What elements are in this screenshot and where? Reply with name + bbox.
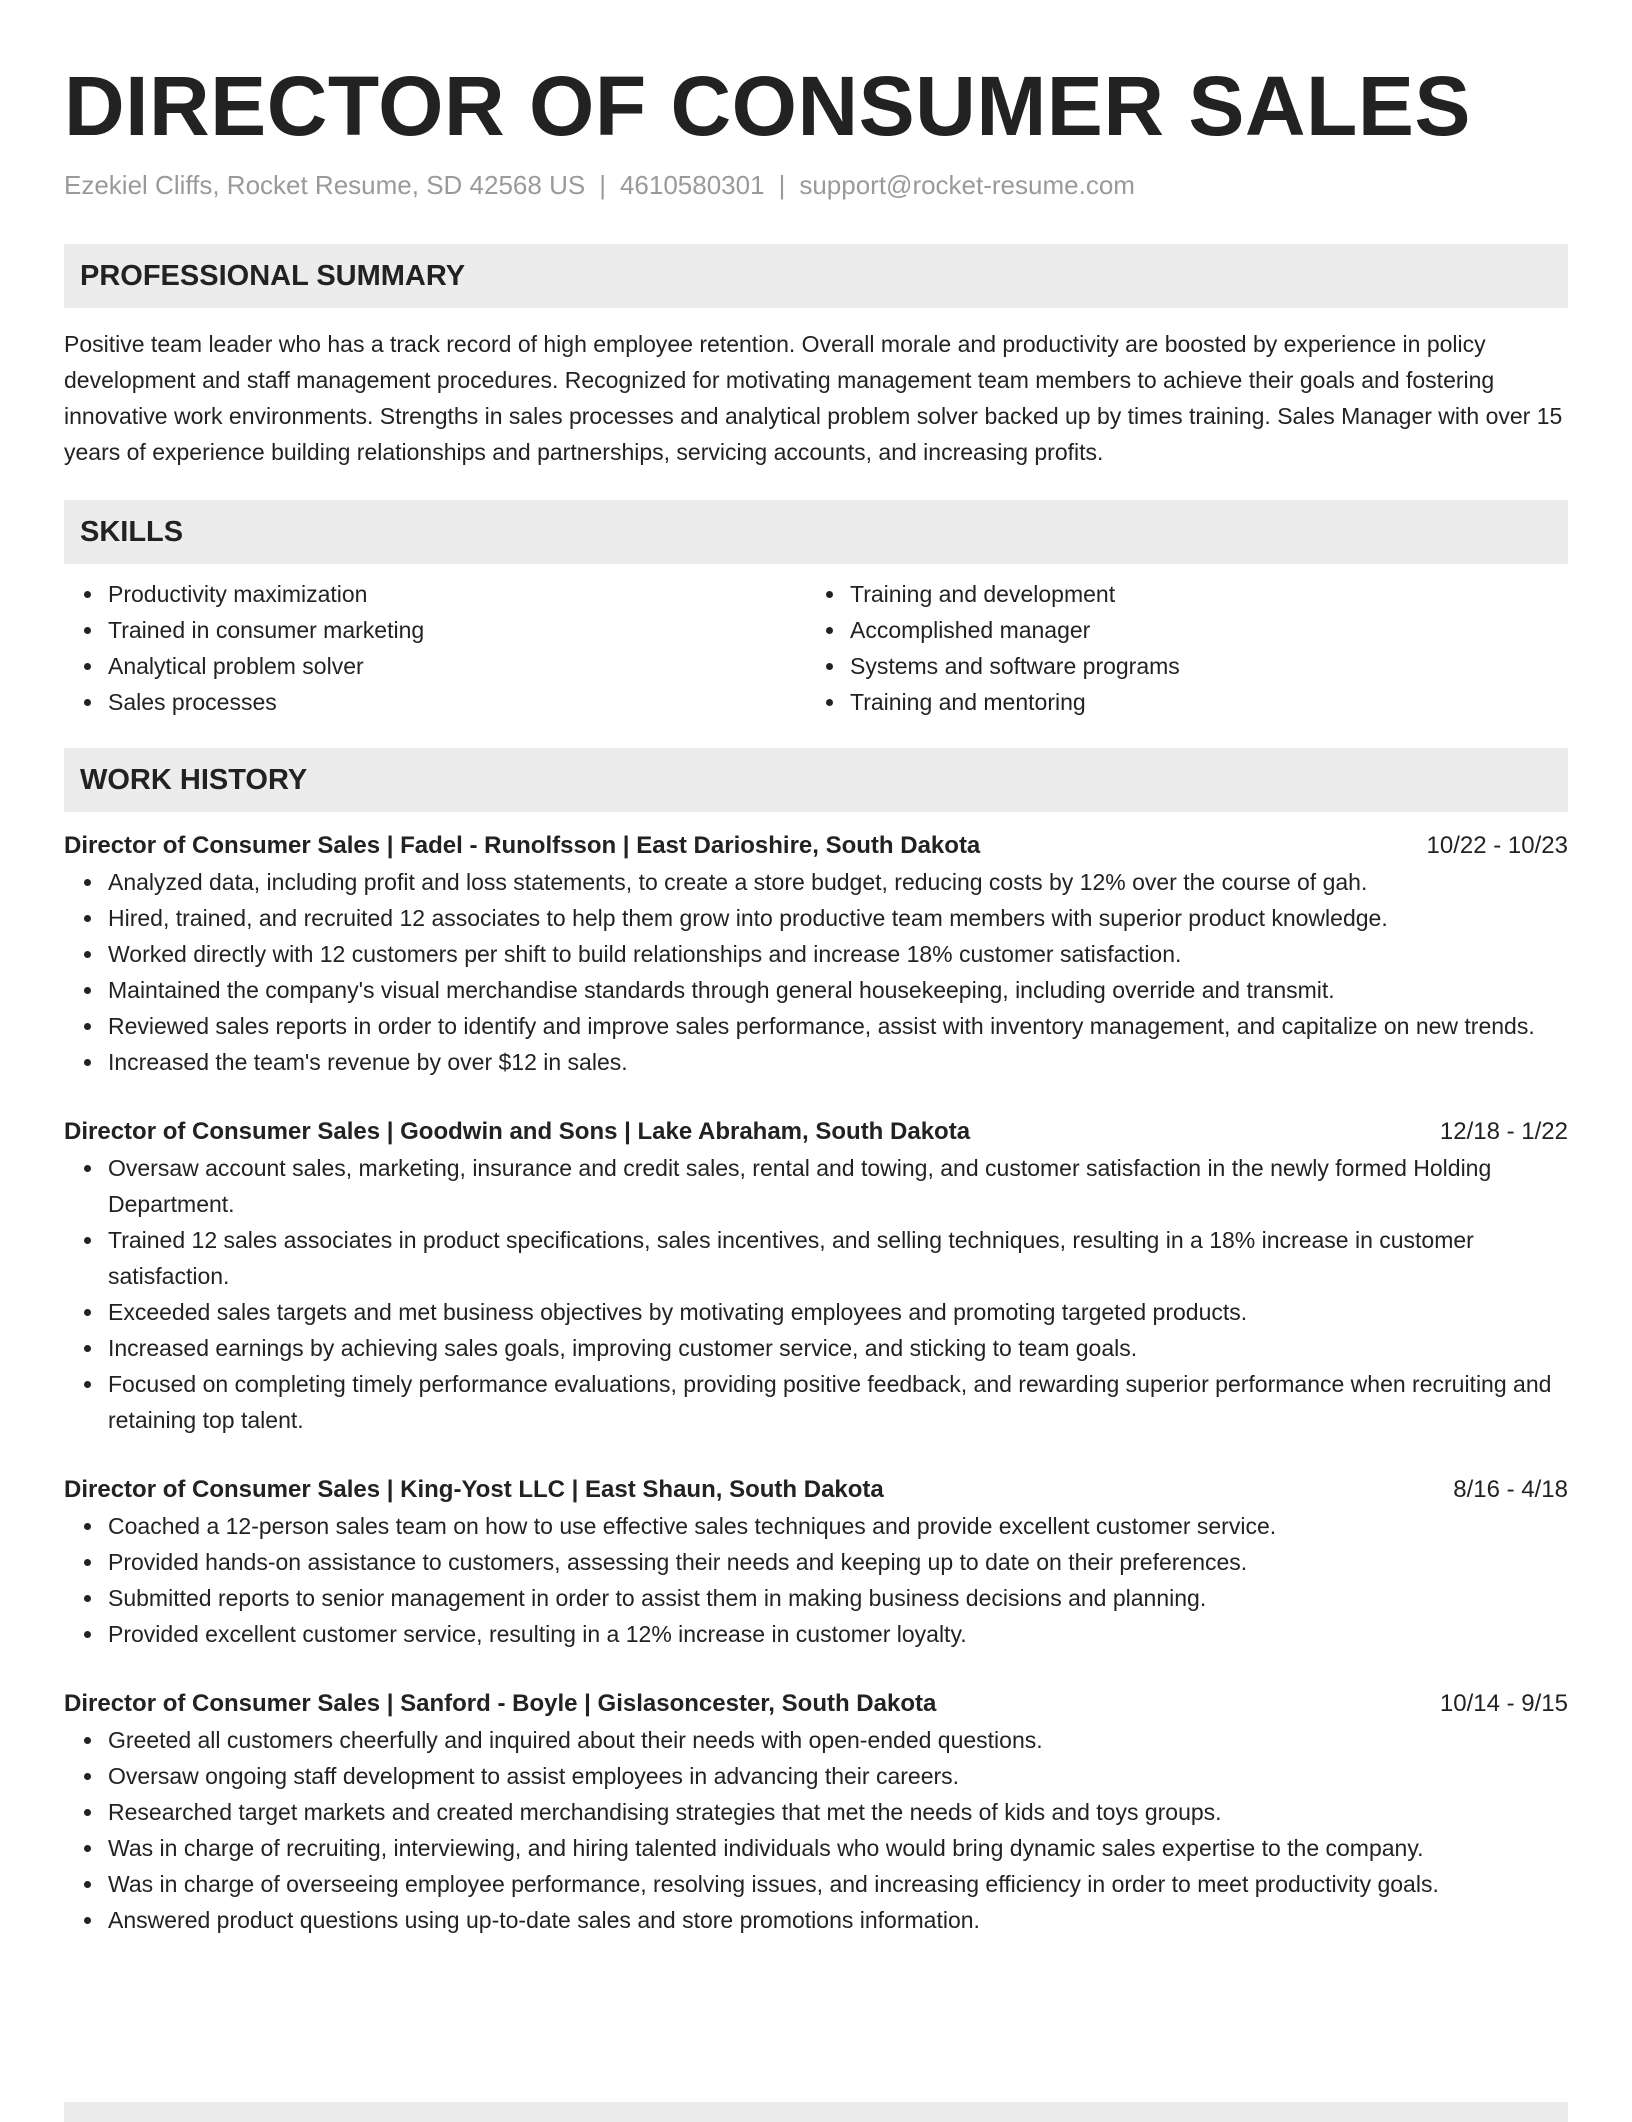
contact-separator: | [599, 170, 606, 200]
skills-list [64, 576, 1568, 720]
summary-text: Positive team leader who has a track record of high employee retention. Overall morale and productivity are boosted by experience in policy development and staff management procedures. Recognized for motivating management team members to achieve their goals and fostering innovative work environments. Strengths in sales processes and analytical problem solver backed up by times training. Sales Manager with over 15 years of experience building relationships and partnerships, servicing accounts, and increasing profits. [64, 331, 1563, 465]
job-dates: 12/18 - 1/22 [1439, 1118, 1568, 1145]
skill-item: Trained in consumer marketing [64, 612, 806, 648]
contact-phone: 4610580301 [619, 170, 765, 200]
resume-page [64, 0, 1568, 1938]
job-bullet: Was in charge of overseeing employee performance, resolving issues, and increasing efficiency in order to meet productivity goals. [64, 1866, 1568, 1902]
contact-line [64, 168, 1568, 202]
job-entry [64, 1472, 1568, 1652]
job-bullet: Analyzed data, including profit and loss statements, to create a store budget, reducing costs by 12% over the course of gah. [64, 864, 1568, 900]
job-bullet: Provided excellent customer service, resulting in a 12% increase in customer loyalty. [64, 1616, 1568, 1652]
resume-name: DIRECTOR OF CONSUMER SALES [64, 59, 1471, 153]
contact-email: support@rocket-resume.com [799, 170, 1135, 200]
job-bullet: Hired, trained, and recruited 12 associates to help them grow into productive team members with superior product knowledge. [64, 900, 1568, 936]
section-heading-work-history: WORK HISTORY [64, 748, 1568, 812]
job-bullet: Answered product questions using up-to-date sales and store promotions information. [64, 1902, 1568, 1938]
job-bullets [64, 1150, 1568, 1438]
job-header [64, 828, 1568, 864]
job-bullet: Submitted reports to senior management in order to assist them in making business decisions and planning. [64, 1580, 1568, 1616]
job-bullet: Oversaw ongoing staff development to assist employees in advancing their careers. [64, 1758, 1568, 1794]
job-header [64, 1114, 1568, 1150]
skill-item: Training and development [806, 576, 1548, 612]
job-dates: 10/22 - 10/23 [1426, 832, 1568, 859]
job-bullets [64, 1508, 1568, 1652]
skill-item: Productivity maximization [64, 576, 806, 612]
job-bullet: Greeted all customers cheerfully and inquired about their needs with open-ended questions. [64, 1722, 1568, 1758]
job-header [64, 1472, 1568, 1508]
section-heading-summary: PROFESSIONAL SUMMARY [64, 244, 1568, 308]
next-section-heading-bar [64, 2102, 1568, 2122]
job-header [64, 1686, 1568, 1722]
job-bullets [64, 864, 1568, 1080]
job-bullets [64, 1722, 1568, 1938]
skill-item: Systems and software programs [806, 648, 1548, 684]
job-bullet: Provided hands-on assistance to customers, assessing their needs and keeping up to date on their preferences. [64, 1544, 1568, 1580]
job-bullet: Oversaw account sales, marketing, insurance and credit sales, rental and towing, and customer satisfaction in the newly formed Holding Department. [64, 1150, 1568, 1222]
job-entry [64, 1686, 1568, 1938]
job-bullet: Trained 12 sales associates in product specifications, sales incentives, and selling techniques, resulting in a 18% increase in customer satisfaction. [64, 1222, 1568, 1294]
skill-item: Sales processes [64, 684, 806, 720]
job-title: Director of Consumer Sales | Goodwin and Sons | Lake Abraham, South Dakota [64, 1118, 971, 1145]
section-heading-skills: SKILLS [64, 500, 1568, 564]
contact-separator: | [778, 170, 786, 200]
job-bullet: Maintained the company's visual merchandise standards through general housekeeping, including override and transmit. [64, 972, 1568, 1008]
skill-item: Training and mentoring [806, 684, 1548, 720]
job-dates: 10/14 - 9/15 [1439, 1690, 1568, 1717]
job-bullet: Increased earnings by achieving sales goals, improving customer service, and sticking to team goals. [64, 1330, 1568, 1366]
skills-column-right [806, 576, 1548, 720]
job-bullet: Researched target markets and created merchandising strategies that met the needs of kids and toys groups. [64, 1794, 1568, 1830]
job-bullet: Coached a 12-person sales team on how to use effective sales techniques and provide excellent customer service. [64, 1508, 1568, 1544]
job-title: Director of Consumer Sales | Sanford - Boyle | Gislasoncester, South Dakota [64, 1690, 937, 1717]
job-bullet: Reviewed sales reports in order to identify and improve sales performance, assist with inventory management, and capitalize on new trends. [64, 1008, 1568, 1044]
job-bullet: Worked directly with 12 customers per shift to build relationships and increase 18% customer satisfaction. [64, 936, 1568, 972]
job-title: Director of Consumer Sales | King-Yost LLC | East Shaun, South Dakota [64, 1476, 884, 1503]
job-dates: 8/16 - 4/18 [1453, 1476, 1568, 1503]
skill-item: Analytical problem solver [64, 648, 806, 684]
job-bullet: Was in charge of recruiting, interviewing, and hiring talented individuals who would bring dynamic sales expertise to the company. [64, 1830, 1568, 1866]
job-bullet: Focused on completing timely performance evaluations, providing positive feedback, and rewarding superior performance when recruiting and retaining top talent. [64, 1366, 1568, 1438]
job-bullet: Exceeded sales targets and met business objectives by motivating employees and promoting targeted products. [64, 1294, 1568, 1330]
job-bullet: Increased the team's revenue by over $12 in sales. [64, 1044, 1568, 1080]
contact-address: Ezekiel Cliffs, Rocket Resume, SD 42568 US [64, 170, 586, 200]
skill-item: Accomplished manager [806, 612, 1548, 648]
job-entry [64, 828, 1568, 1080]
job-title: Director of Consumer Sales | Fadel - Runolfsson | East Darioshire, South Dakota [64, 832, 981, 859]
skills-column-left [64, 576, 806, 720]
job-entry [64, 1114, 1568, 1438]
